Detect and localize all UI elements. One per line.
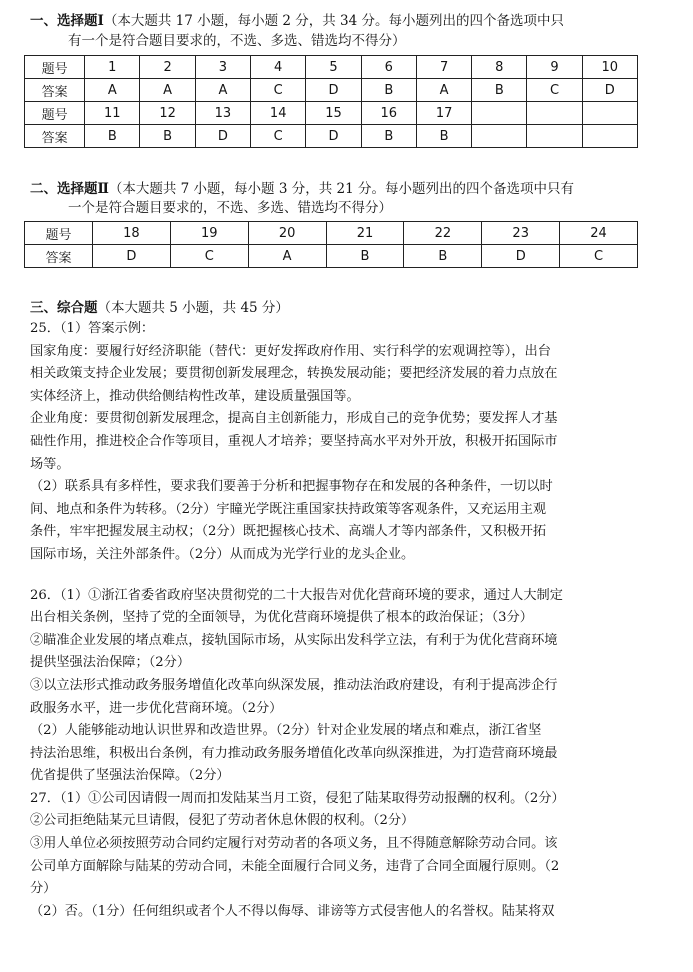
text-line: 间、地点和条件为转移。（2分）宇瞳光学既注重国家扶持政策等客观条件，又充运用主观 (30, 501, 547, 517)
table-cell: A (195, 79, 250, 102)
table-cell: B (326, 245, 404, 268)
text-line: 场等。 (30, 456, 70, 472)
table-cell: 18 (92, 222, 170, 245)
text-line: 国际市场，关注外部条件。（2分）从而成为光学行业的龙头企业。 (30, 546, 415, 562)
table-cell: C (560, 245, 638, 268)
table-cell: A (248, 245, 326, 268)
table-cell: 2 (140, 56, 195, 79)
row-label: 题号 (25, 222, 93, 245)
text-line: 分） (30, 881, 57, 897)
text-line: （2）联系具有多样性，要求我们要善于分析和把握事物存在和发展的各种条件，一切以时 (30, 479, 553, 495)
section1-heading (30, 12, 564, 30)
text-line: 优省提供了坚强法治保障。（2分） (30, 768, 230, 784)
table-cell: B (140, 125, 195, 148)
table-cell: 24 (560, 222, 638, 245)
text-line: 相关政策支持企业发展；要贯彻创新发展理念，转换发展动能；要把经济发展的着力点放在 (30, 366, 558, 382)
table-cell: D (482, 245, 560, 268)
table-cell: 13 (195, 102, 250, 125)
table-cell: 5 (306, 56, 361, 79)
numbers-row (25, 102, 638, 125)
table-cell: 20 (248, 222, 326, 245)
table-cell: 23 (482, 222, 560, 245)
section3-heading (30, 299, 289, 317)
section2-desc-line2: 一个是符合题目要求的，不选、多选、错选均不得分） (68, 200, 392, 216)
text-line: ③用人单位必须按照劳动合同约定履行对劳动者的各项义务，且不得随意解除劳动合同。该 (30, 836, 558, 852)
table-cell: 1 (85, 56, 140, 79)
table-cell (582, 102, 637, 125)
table-cell: A (85, 79, 140, 102)
table-cell: 4 (251, 56, 306, 79)
table-cell: D (92, 245, 170, 268)
section1-desc-line2: 有一个是符合题目要求的，不选、多选、错选均不得分） (68, 33, 406, 49)
section1-answer-table (24, 55, 638, 148)
row-label: 题号 (25, 102, 85, 125)
text-line: 公司单方面解除与陆某的劳动合同，未能全面履行合同义务，违背了合同全面履行原则。（2 (30, 858, 560, 874)
table-cell: 3 (195, 56, 250, 79)
table-cell: 16 (361, 102, 416, 125)
section2-answer-table (24, 221, 638, 268)
text-line: 政服务水平，进一步优化营商环境。（2分） (30, 700, 283, 716)
table-cell: 9 (527, 56, 582, 79)
text-line: 条件，牢牢把握发展主动权；（2分）既把握核心技术、高端人才等内部条件，又积极开拓 (30, 524, 547, 540)
text-line: 25．（1）答案示例： (30, 321, 155, 336)
table-cell: C (251, 79, 306, 102)
table-cell: C (527, 79, 582, 102)
text-line: 出台相关条例，坚持了党的全面领导，为优化营商环境提供了根本的政治保证；（3分） (30, 610, 533, 626)
numbers-row (25, 56, 638, 79)
text-line: 持法治思维，积极出台条例，有力推动政务服务增值化改革向纵深推进，为打造营商环境最 (30, 745, 558, 761)
text-line: （2）否。（1分）任何组织或者个人不得以侮辱、诽谤等方式侵害他人的名誉权。陆某将双 (30, 903, 555, 919)
table-cell (582, 125, 637, 148)
text-line: ③以立法形式推动政务服务增值化改革向纵深发展，推动法治政府建设，有利于提高涉企行 (30, 677, 558, 693)
text-line: 国家角度：要履行好经济职能（替代：更好发挥政府作用、实行科学的宏观调控等），出台 (30, 343, 551, 359)
table-cell (527, 125, 582, 148)
text-line: 提供坚强法治保障；（2分） (30, 655, 191, 671)
table-cell (527, 102, 582, 125)
table-cell: 7 (416, 56, 471, 79)
section3-desc: （本大题共 5 小题，共 45 分） (97, 300, 289, 316)
table-cell: B (361, 125, 416, 148)
answers-row (25, 79, 638, 102)
table-cell: D (582, 79, 637, 102)
table-cell: 15 (306, 102, 361, 125)
answers-row (25, 125, 638, 148)
text-line: 企业角度：要贯彻创新发展理念，提高自主创新能力，形成自己的竞争优势；要发挥人才基 (30, 411, 558, 427)
table-cell: 17 (416, 102, 471, 125)
section3-title: 三、综合题 (30, 300, 98, 316)
numbers-row (25, 222, 638, 245)
table-cell: C (170, 245, 248, 268)
table-cell: A (416, 79, 471, 102)
table-cell: D (306, 125, 361, 148)
table-cell: 11 (85, 102, 140, 125)
text-line: ②公司拒绝陆某元旦请假，侵犯了劳动者休息休假的权利。（2分） (30, 813, 415, 829)
section2-heading (30, 180, 574, 198)
row-label: 题号 (25, 56, 85, 79)
text-line: 26．（1）①浙江省委省政府坚决贯彻党的二十大报告对优化营商环境的要求，通过人大制定 (30, 587, 563, 603)
answers-row (25, 245, 638, 268)
table-cell: 14 (251, 102, 306, 125)
text-line: （2）人能够能动地认识世界和改造世界。（2分）针对企业发展的堵点和难点，浙江省坚 (30, 723, 542, 739)
table-cell: B (361, 79, 416, 102)
text-line: ②瞄准企业发展的堵点难点，接轨国际市场，从实际出发科学立法，有利于为优化营商环境 (30, 632, 558, 648)
table-cell: B (404, 245, 482, 268)
text-line: 实体经济上，推动供给侧结构性改革，建设质量强国等。 (30, 388, 360, 404)
table-cell: C (251, 125, 306, 148)
table-cell: 10 (582, 56, 637, 79)
table-cell (472, 125, 527, 148)
table-cell: 12 (140, 102, 195, 125)
table-cell: B (472, 79, 527, 102)
text-line: 础性作用，推进校企合作等项目，重视人才培养；要坚持高水平对外开放，积极开拓国际市 (30, 433, 558, 449)
row-label: 答案 (25, 125, 85, 148)
table-cell: 22 (404, 222, 482, 245)
section1-title: 一、选择题Ⅰ (30, 13, 104, 29)
section2-title: 二、选择题Ⅱ (30, 181, 109, 197)
table-cell: 8 (472, 56, 527, 79)
section1-desc-line1: （本大题共 17 小题，每小题 2 分，共 34 分。每小题列出的四个备选项中只 (103, 13, 565, 29)
table-cell: D (306, 79, 361, 102)
section3-body (30, 318, 670, 923)
table-cell: B (85, 125, 140, 148)
row-label: 答案 (25, 79, 85, 102)
row-label: 答案 (25, 245, 93, 268)
table-cell: 21 (326, 222, 404, 245)
section2-desc-line1: （本大题共 7 小题，每小题 3 分，共 21 分。每小题列出的四个备选项中只有 (108, 181, 574, 197)
table-cell (472, 102, 527, 125)
table-cell: A (140, 79, 195, 102)
text-line: 27．（1）①公司因请假一周而扣发陆某当月工资，侵犯了陆某取得劳动报酬的权利。（2分） (30, 790, 565, 806)
table-cell: D (195, 125, 250, 148)
table-cell: B (416, 125, 471, 148)
table-cell: 6 (361, 56, 416, 79)
table-cell: 19 (170, 222, 248, 245)
